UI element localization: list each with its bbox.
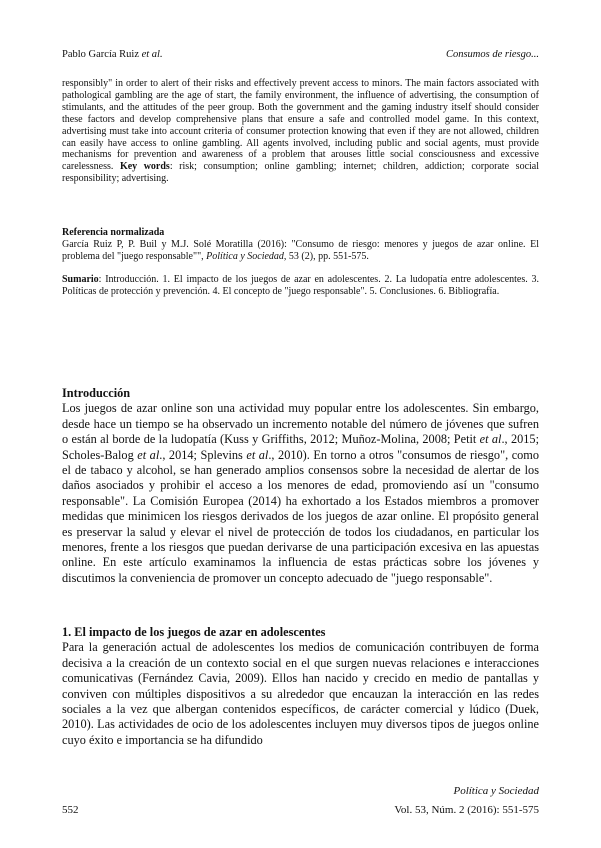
intro-text-4: ., 2010). En torno a otros "consumos de riesgo", como el de tabaco y alcohol, se han generado amplios consensos sobre la necesidad de alertar de los daños asociados y prohibir el acceso a los menores de edad, promoviendo así un "consumo responsable". La Comisión Europea (2014) ha exhortado a los Estados miembros a promover medidas que minimicen los riesgos derivados de los juegos de azar online. El propósito general es preservar la salud y elevar el nivel de protección de todos los ciudadanos, en particular los menores, frente a los riesgos que puedan derivarse de una participación excesiva en las apuestas online. En este artículo examinamos la influencia de estas prácticas sobre los jóvenes y discutimos la conveniencia de promover un concepto adecuado de "juego responsable". <box>62 447 540 585</box>
intro-text-1: Los juegos de azar online son una actividad muy popular entre los adolescentes. Sin embargo, desde hace un tiempo se ha observado un incremento notable del número de jóvenes que sufren o están al borde de la ludopatía (Kuss y Griffiths, 2012; Muñoz-Molina, 2008; Petit <box>62 401 539 447</box>
reference-authors: García Ruiz P, P. Buil y M.J. Solé Moratilla (2016): "Consumo de riesgo: menores y juegos de azar online. El problema del "juego responsable"", <box>62 238 539 262</box>
intro-etal-2: et al <box>137 447 160 462</box>
reference-heading: Referencia normalizada <box>62 227 165 238</box>
summary <box>62 274 539 298</box>
running-header-title: Consumos de riesgo... <box>445 49 539 60</box>
abstract-text: responsibly" in order to alert of their risks and effectively prevent access to minors. The main factors associated with pathological gambling are the age of start, the family environment, the influence of advertising, the consumption of stimulants, and the attitudes of the peer group. Both the government and the gaming industry itself should consider these factors and develop comprehensive plans that ensure a safe and controlled model game. In this context, advertising must take into account criteria of consumer protection knowing that even if they are not allowed, children can easily have access to online gambling. All agents involved, including public and social agents, must provide mechanisms for prevention and awareness of a problem that arouses little social consciousness and excessive carelessness. <box>62 78 539 173</box>
footer-journal: Política y Sociedad <box>453 785 539 797</box>
normalized-reference <box>62 227 539 263</box>
header-etal: et al. <box>141 49 163 60</box>
footer-volume: Vol. 53, Núm. 2 (2016): 551-575 <box>394 804 539 816</box>
keywords-text: : risk; consumption; online gambling; internet; children, addiction; corporate social responsibility; advertising. <box>62 161 540 185</box>
running-header-author <box>62 49 163 60</box>
introduction-paragraph <box>62 401 539 586</box>
summary-text: : Introducción. 1. El impacto de los juegos de azar en adolescentes. 2. La ludopatía entre adolescentes. 3. Políticas de protección y prevención. 4. El concepto de "juego responsable". 5. Conclusiones. 6. Bibliografía. <box>62 274 539 297</box>
keywords-label: Key words <box>119 161 170 173</box>
intro-text-3: ., 2014; Splevins <box>159 447 247 462</box>
intro-etal-3: et al <box>246 447 269 462</box>
reference-journal: Política y Sociedad <box>206 250 284 262</box>
section-1 <box>62 625 539 748</box>
section-1-heading: 1. El impacto de los juegos de azar en adolescentes <box>62 625 326 639</box>
introduction-section <box>62 386 539 586</box>
reference-details: , 53 (2), pp. 551-575. <box>283 250 369 262</box>
abstract <box>62 78 539 185</box>
section-1-paragraph: Para la generación actual de adolescentes los medios de comunicación contribuyen de forma decisiva a la creación de un contexto social en el que surgen nuevas relaciones e interacciones comunicativas (Fernández Cavia, 2009). Ellos han nacido y crecido en medio de pantallas y conviven con múltiples dispositivos a su alrededor que encauzan la interacción en las redes sociales a la vez que albergan contenidos específicos, de carácter comercial y lúdico (Duek, 2010). Las actividades de ocio de los adolescentes incluyen muy diversos tipos de juegos online cuyo éxito e importancia se ha difundido <box>62 640 539 747</box>
header-author: Pablo García Ruiz <box>62 49 139 60</box>
page-number: 552 <box>62 804 79 816</box>
intro-text-2: ., 2015; Scholes-Balog <box>62 432 539 462</box>
intro-etal-1: et al <box>479 432 502 447</box>
introduction-heading: Introducción <box>62 386 131 400</box>
summary-label: Sumario <box>62 274 99 285</box>
